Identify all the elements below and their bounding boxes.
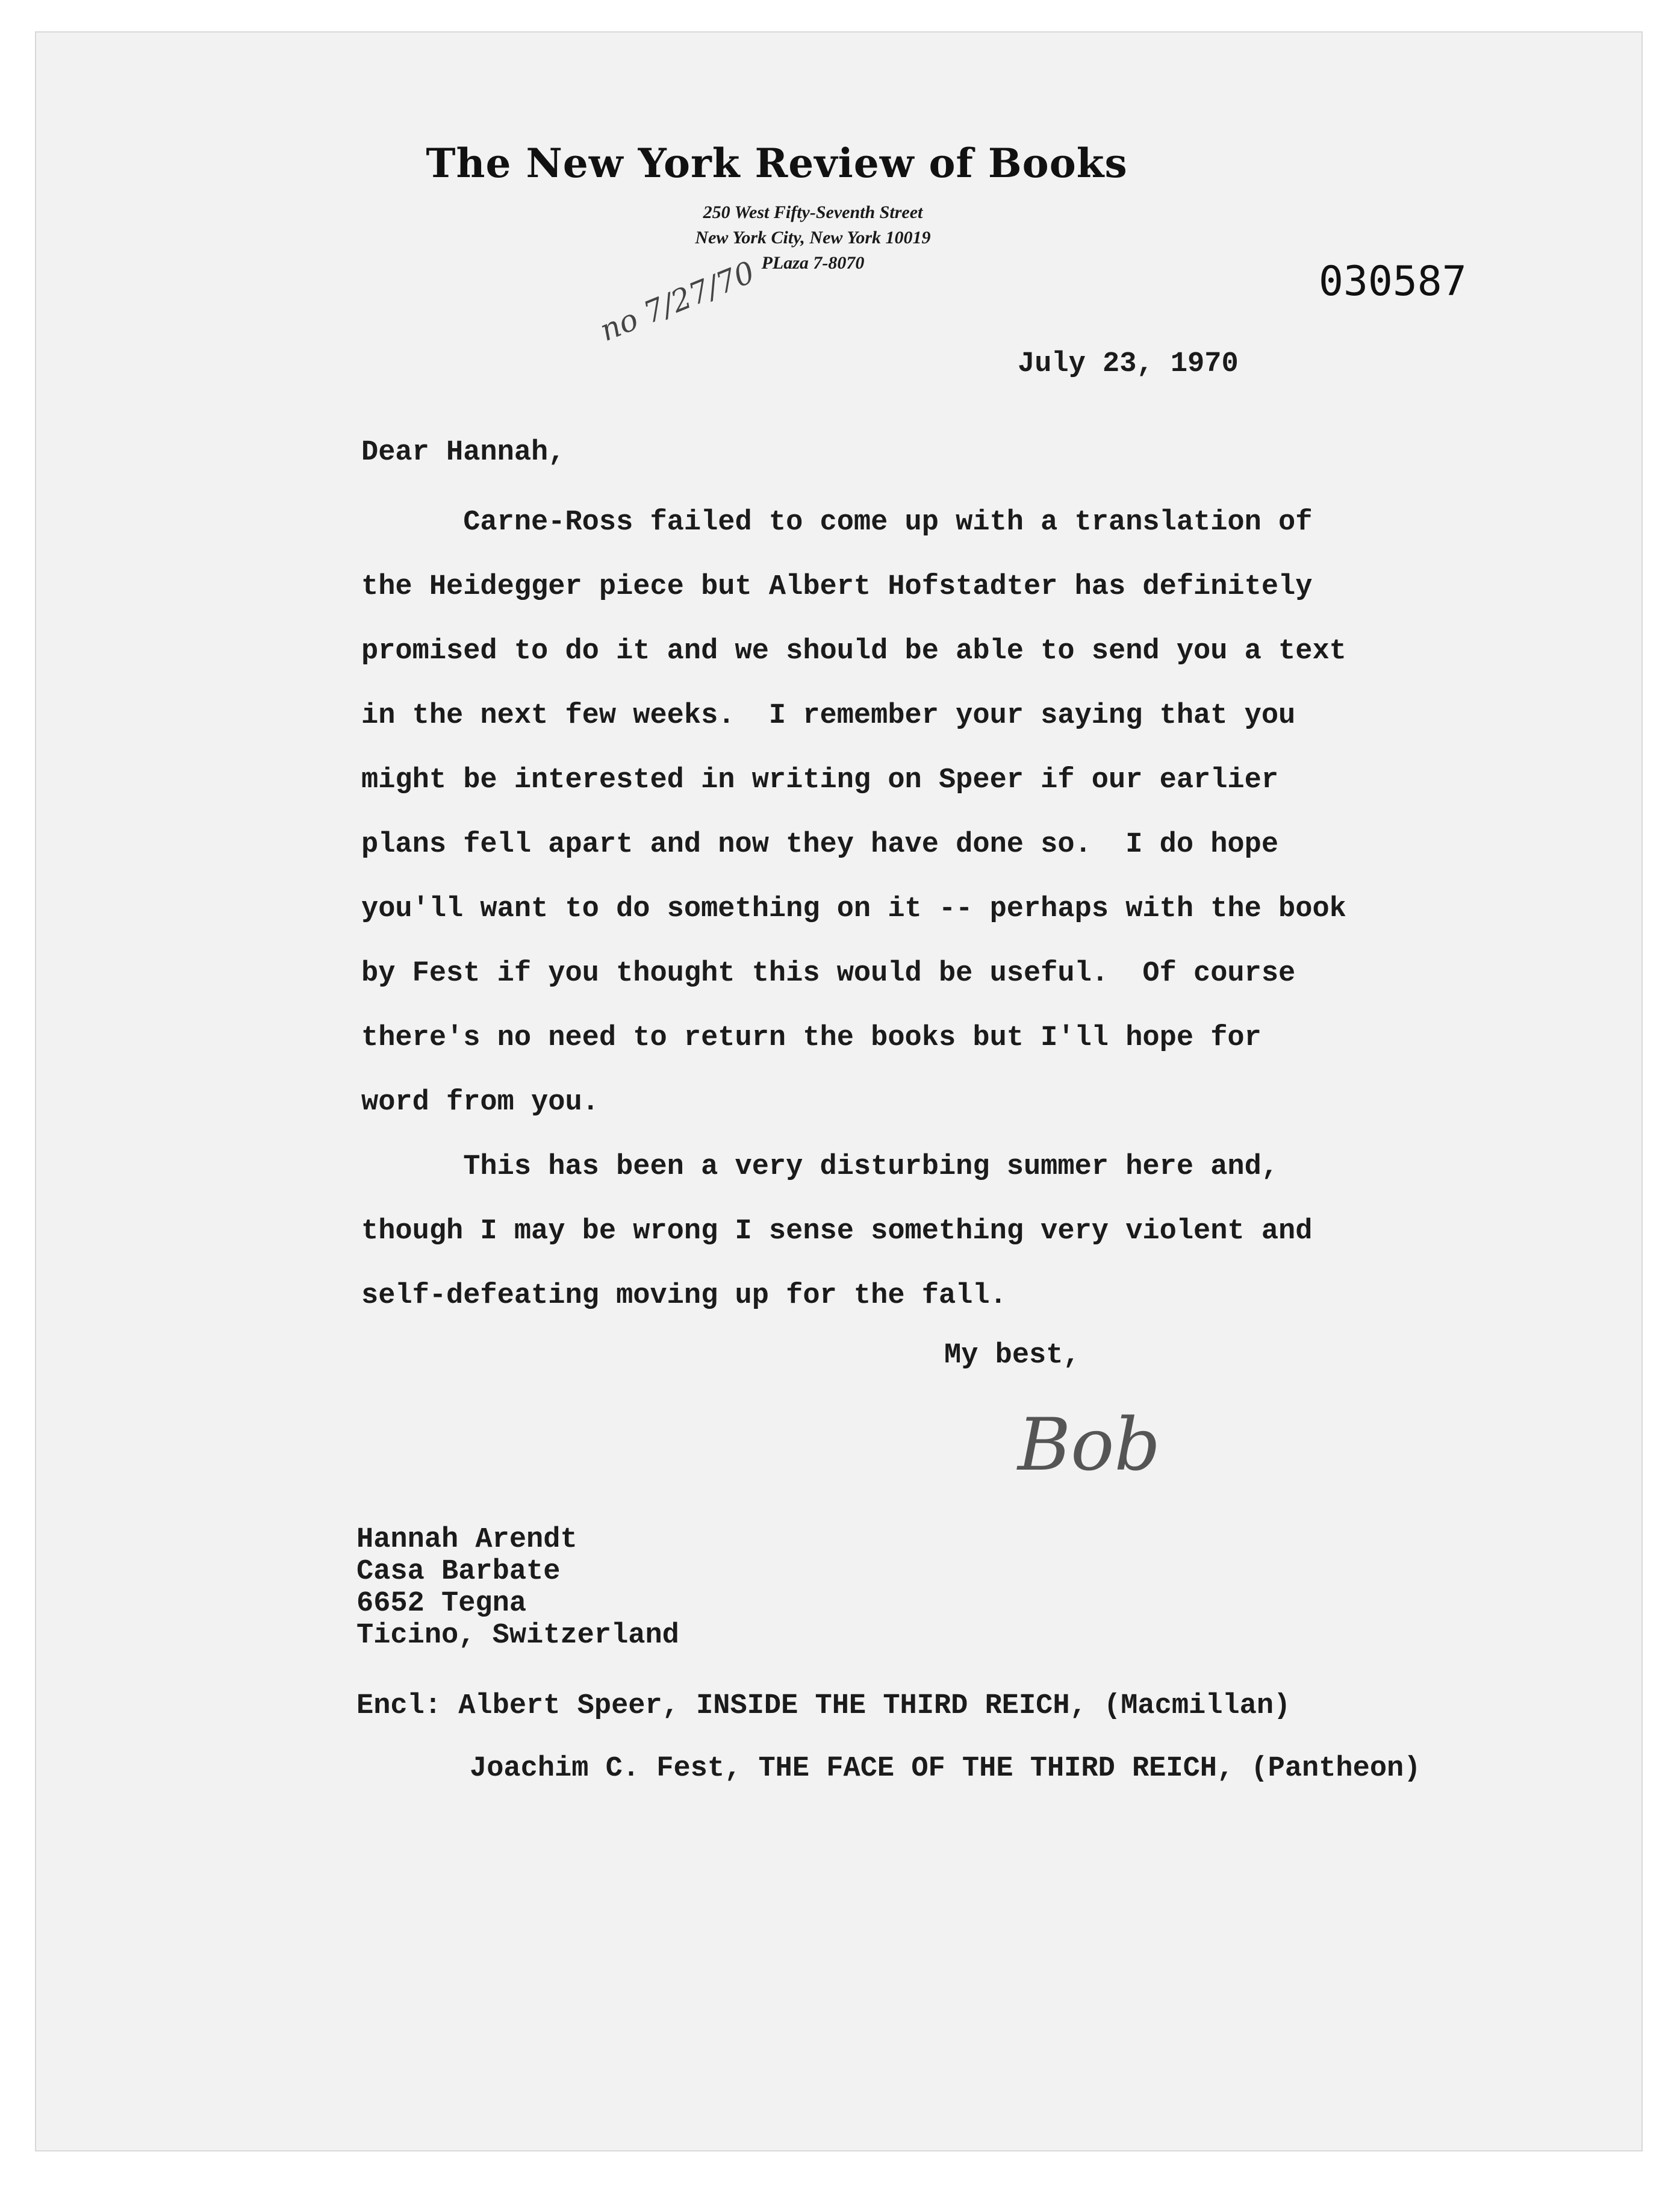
letterhead-title: The New York Review of Books: [426, 140, 1128, 187]
closing: My best,: [944, 1340, 1080, 1371]
recipient-address-line: Casa Barbate: [356, 1556, 561, 1588]
recipient-address-line: 6652 Tegna: [356, 1588, 527, 1620]
enclosure-line-2: Joachim C. Fest, THE FACE OF THE THIRD REICH, (Pantheon): [470, 1753, 1421, 1785]
body-line: in the next few weeks. I remember your saying that you: [361, 700, 1296, 732]
letterhead-city: New York City, New York 10019: [695, 228, 931, 248]
recipient-name: Hannah Arendt: [356, 1524, 577, 1556]
body-line: by Fest if you thought this would be useful. Of course: [361, 958, 1296, 990]
handwritten-signature: Bob: [1018, 1403, 1161, 1487]
document-number: 030587: [1319, 258, 1467, 305]
body-line: you'll want to do something on it -- perhaps with the book: [361, 893, 1346, 925]
body-paragraph-2: [361, 1149, 1475, 1343]
letter-date: July 23, 1970: [1018, 348, 1239, 380]
body-line: there's no need to return the books but I'll hope for: [361, 1022, 1262, 1054]
body-line: self-defeating moving up for the fall.: [361, 1280, 1007, 1312]
body-paragraph-1: [361, 505, 1475, 1149]
handwritten-annotation: no 7/27/70: [595, 254, 760, 348]
body-line: plans fell apart and now they have done so. I do hope: [361, 829, 1279, 861]
body-line: Carne-Ross failed to come up with a translation of: [361, 507, 1313, 538]
body-line: the Heidegger piece but Albert Hofstadter has definitely: [361, 571, 1313, 603]
body-line: word from you.: [361, 1087, 599, 1118]
salutation: Dear Hannah,: [361, 437, 565, 469]
enclosure-line-1: Encl: Albert Speer, INSIDE THE THIRD REICH, (Macmillan): [356, 1690, 1291, 1722]
recipient-address: [356, 1524, 679, 1652]
body-line: promised to do it and we should be able to send you a text: [361, 635, 1346, 667]
body-line: though I may be wrong I sense something very violent and: [361, 1215, 1313, 1247]
body-line: This has been a very disturbing summer here and,: [361, 1151, 1279, 1183]
letterhead-street: 250 West Fifty-Seventh Street: [703, 202, 923, 222]
letterhead-phone: PLaza 7-8070: [761, 253, 865, 273]
body-line: might be interested in writing on Speer if our earlier: [361, 764, 1279, 796]
letterhead-address: [632, 200, 994, 276]
recipient-address-line: Ticino, Switzerland: [356, 1620, 679, 1652]
